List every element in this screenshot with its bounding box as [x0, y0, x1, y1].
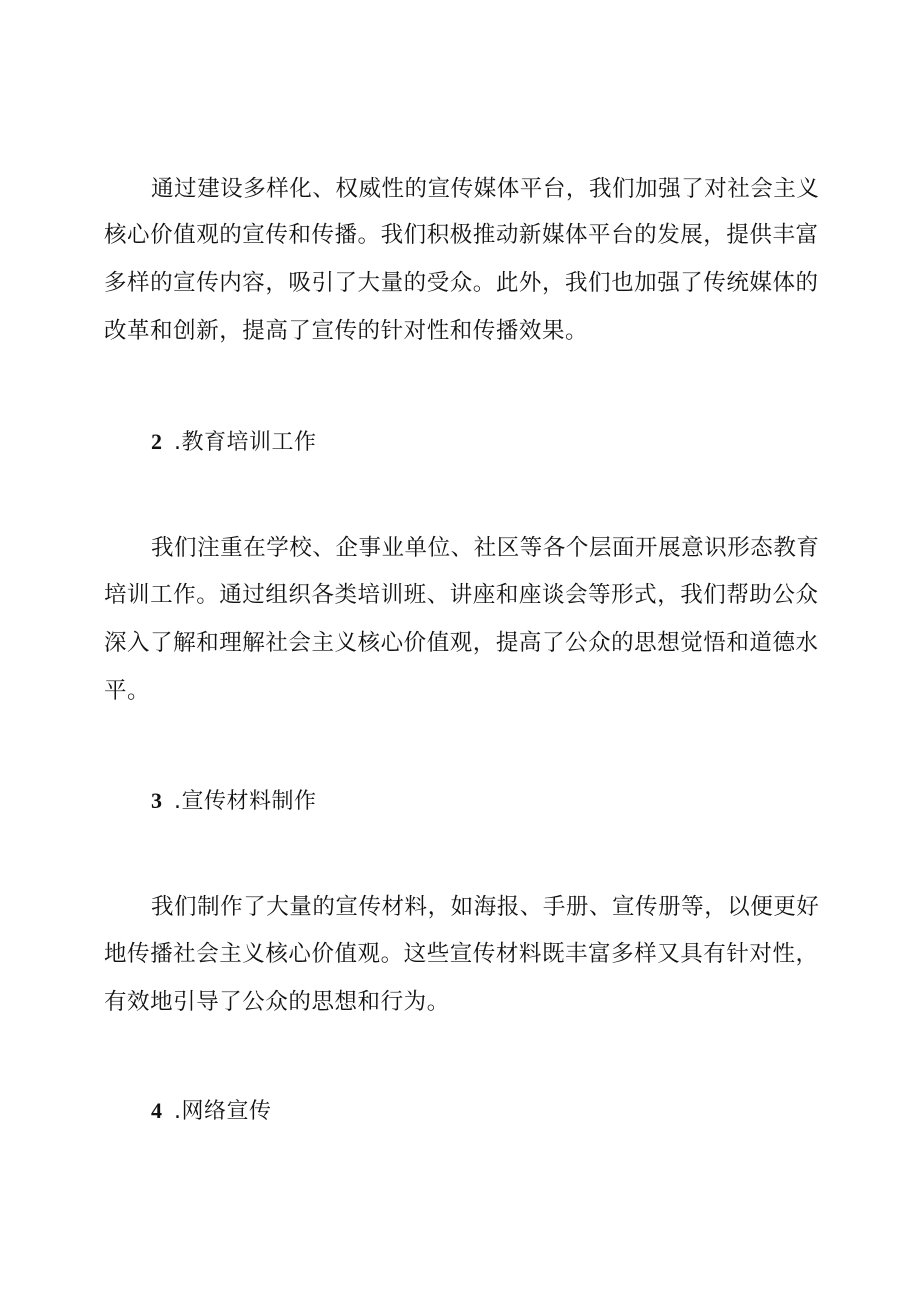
paragraph-line: 我们制作了大量的宣传材料，如海报、手册、宣传册等，以便更好 [151, 894, 820, 920]
paragraph-line: 培训工作。通过组织各类培训班、讲座和座谈会等形式，我们帮助公众 [104, 582, 819, 608]
heading-title: .教育培训工作 [174, 430, 317, 455]
heading-title: .宣传材料制作 [174, 789, 317, 814]
section-heading [151, 1096, 272, 1127]
heading-number: 2 [151, 429, 162, 454]
paragraph-line: 有效地引导了公众的思想和行为。 [104, 989, 450, 1015]
section-heading [151, 786, 317, 817]
paragraph-line: 平。 [104, 678, 151, 704]
paragraph-line: 改革和创新，提高了宣传的针对性和传播效果。 [104, 318, 589, 344]
section-heading [151, 427, 317, 458]
paragraph-line: 我们注重在学校、企事业单位、社区等各个层面开展意识形态教育 [151, 535, 820, 561]
paragraph-line: 地传播社会主义核心价值观。这些宣传材料既丰富多样又具有针对性， [104, 941, 819, 967]
paragraph-line: 通过建设多样化、权威性的宣传媒体平台，我们加强了对社会主义 [151, 176, 820, 202]
paragraph-line: 深入了解和理解社会主义核心价值观，提高了公众的思想觉悟和道德水 [104, 630, 819, 656]
heading-title: .网络宣传 [174, 1099, 272, 1124]
heading-number: 3 [151, 788, 162, 813]
heading-number: 4 [151, 1098, 162, 1123]
paragraph-line: 核心价值观的宣传和传播。我们积极推动新媒体平台的发展，提供丰富 [104, 222, 819, 248]
paragraph-line: 多样的宣传内容，吸引了大量的受众。此外，我们也加强了传统媒体的 [104, 270, 819, 296]
